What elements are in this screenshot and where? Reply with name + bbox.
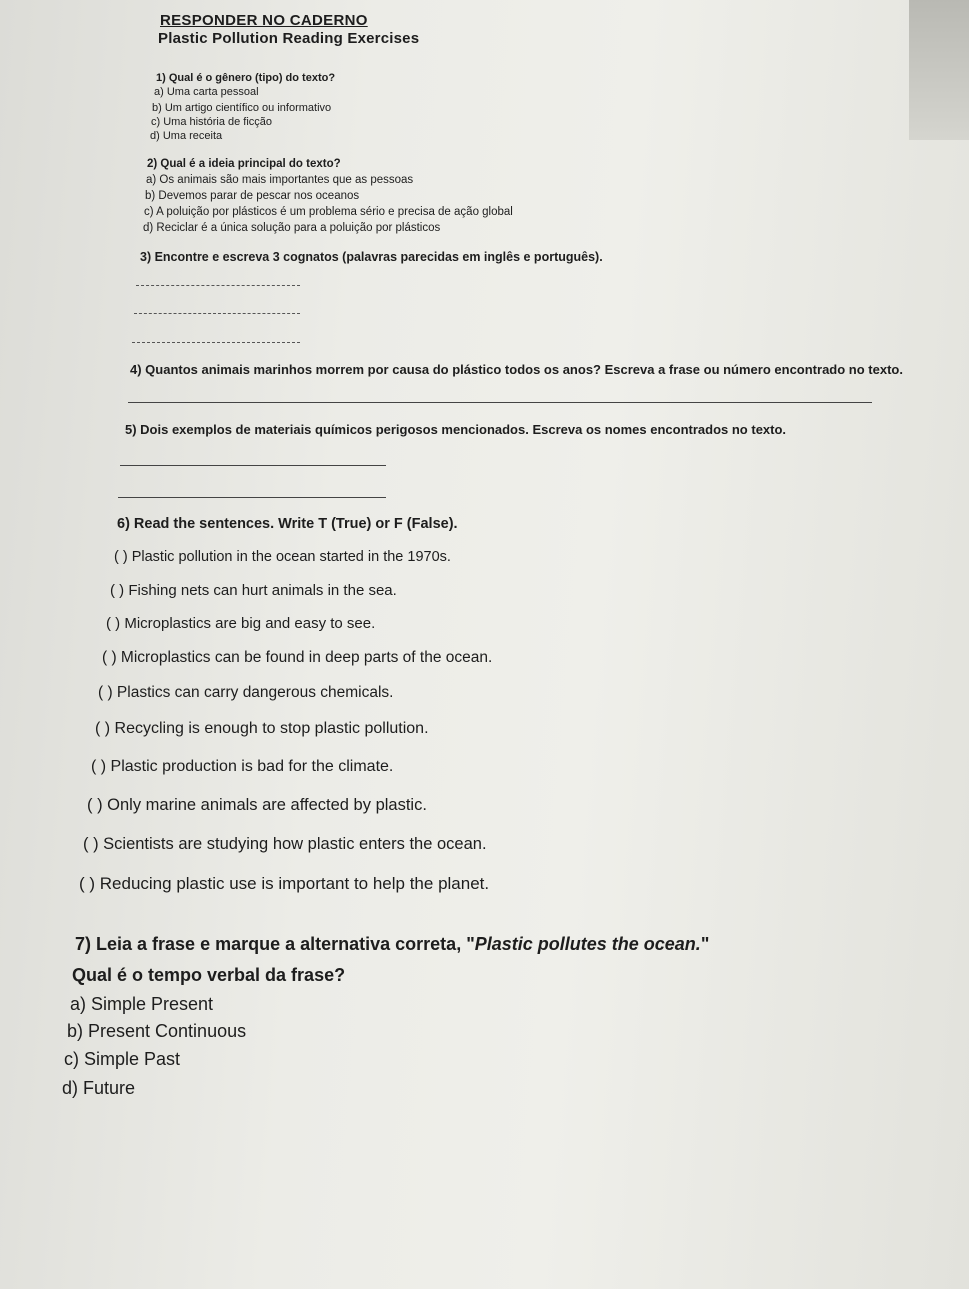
q5-answer-line-2[interactable]: [118, 497, 386, 498]
q1-question: 1) Qual é o gênero (tipo) do texto?: [156, 72, 336, 84]
q6-item[interactable]: ( ) Microplastics are big and easy to see.: [106, 615, 376, 632]
q1-option-a: a) Uma carta pessoal: [154, 86, 259, 98]
q6-item[interactable]: ( ) Recycling is enough to stop plastic pollution.: [95, 720, 429, 737]
worksheet-subtitle: Plastic Pollution Reading Exercises: [158, 30, 420, 47]
q6-item[interactable]: ( ) Microplastics can be found in deep parts of the ocean.: [102, 649, 493, 666]
q5-question: 5) Dois exemplos de materiais químicos perigosos mencionados. Escreva os nomes encontrados no texto.: [125, 422, 787, 437]
q7-option-d[interactable]: d) Future: [62, 1078, 136, 1098]
page-corner-shadow: [909, 0, 969, 140]
q7-quote: Plastic pollutes the ocean.: [474, 934, 701, 954]
q4-answer-line[interactable]: [128, 402, 872, 403]
q2-question: 2) Qual é a ideia principal do texto?: [147, 158, 341, 170]
q7-question-suffix: ": [700, 934, 710, 954]
q2-option-b: b) Devemos parar de pescar nos oceanos: [145, 190, 360, 202]
q6-item[interactable]: ( ) Only marine animals are affected by plastic.: [87, 796, 427, 814]
q5-answer-line-1[interactable]: [120, 465, 386, 466]
q3-answer-line-1[interactable]: [136, 285, 300, 286]
q3-answer-line-3[interactable]: [132, 342, 300, 343]
q6-question: 6) Read the sentences. Write T (True) or F (False).: [117, 516, 458, 532]
q2-option-c: c) A poluição por plásticos é um problema sério e precisa de ação global: [144, 206, 513, 218]
q6-item[interactable]: ( ) Reducing plastic use is important to help the planet.: [79, 874, 490, 893]
q1-option-b: b) Um artigo científico ou informativo: [152, 102, 332, 114]
q7-question-line2: Qual é o tempo verbal da frase?: [72, 965, 346, 985]
q7-option-c[interactable]: c) Simple Past: [64, 1049, 181, 1069]
q6-item[interactable]: ( ) Plastic production is bad for the climate.: [91, 758, 394, 775]
q7-option-b[interactable]: b) Present Continuous: [67, 1021, 247, 1041]
q6-item[interactable]: ( ) Scientists are studying how plastic enters the ocean.: [83, 835, 487, 853]
q4-question: 4) Quantos animais marinhos morrem por causa do plástico todos os anos? Escreva a frase ou número encontrado no texto.: [130, 362, 903, 377]
q1-option-d: d) Uma receita: [150, 130, 223, 142]
q2-option-a: a) Os animais são mais importantes que as pessoas: [146, 174, 414, 186]
q6-item[interactable]: ( ) Plastics can carry dangerous chemicals.: [98, 684, 394, 701]
q6-item[interactable]: ( ) Fishing nets can hurt animals in the sea.: [110, 582, 397, 599]
q3-answer-line-2[interactable]: [134, 313, 300, 314]
q7-question-prefix: 7) Leia a frase e marque a alternativa correta, ": [75, 934, 475, 954]
q2-option-d: d) Reciclar é a única solução para a poluição por plásticos: [143, 222, 441, 234]
worksheet-title: RESPONDER NO CADERNO: [160, 12, 368, 29]
q1-option-c: c) Uma história de ficção: [151, 116, 273, 128]
q3-question: 3) Encontre e escreva 3 cognatos (palavras parecidas em inglês e português).: [140, 250, 603, 264]
q7-option-a[interactable]: a) Simple Present: [70, 994, 214, 1014]
q7-question: [75, 934, 709, 955]
q6-item[interactable]: ( ) Plastic pollution in the ocean started in the 1970s.: [114, 549, 451, 565]
